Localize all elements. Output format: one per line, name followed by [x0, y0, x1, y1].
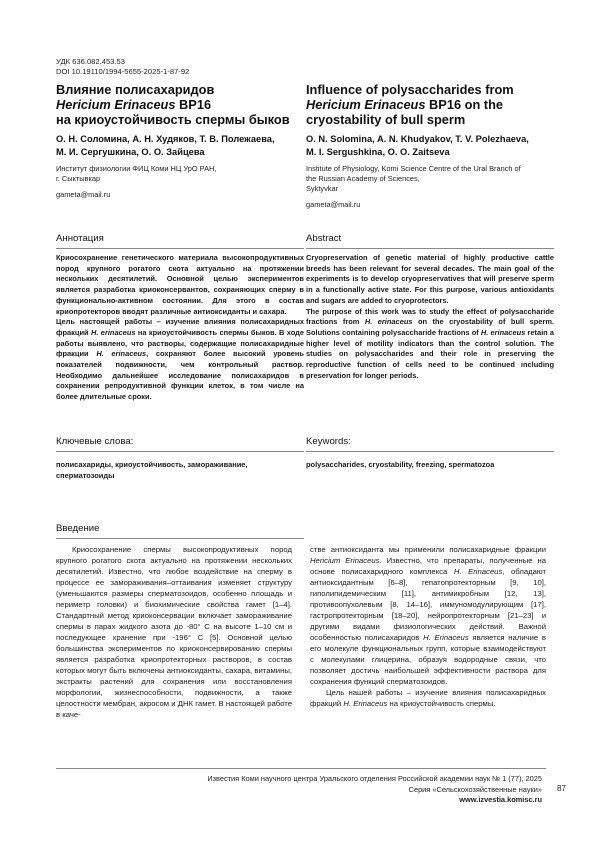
en-title-code: BP16 on the [425, 97, 504, 112]
page-footer [207, 774, 542, 806]
intro-right-p1-b: . Известно, что препараты, полученные на основе полисахаридного комплекса [310, 556, 546, 576]
en-affil-line1: Institute of Physiology, Komi Science Centre of the Ural Branch of [306, 164, 521, 173]
ru-header [56, 82, 304, 200]
en-authors-line1: O. N. Solomina, A. N. Khudyakov, T. V. Polezhaeva, [306, 134, 529, 144]
article-meta [56, 57, 189, 77]
intro-right-p1-d: является наличие в его молекуле функциональных групп, которые взаимодействуют с молекулами глицерина, образуя водородные связи, что позволяет достичь наибольшей эффективности раствора для сохранения функций сперматозоидов. [310, 633, 546, 686]
en-authors [306, 133, 554, 158]
en-abstract-text [306, 253, 554, 381]
ru-keywords-section [56, 436, 304, 481]
en-email[interactable]: gameta@mail.ru [306, 200, 361, 209]
ru-title-line3: на криоустойчивость спермы быков [56, 112, 290, 127]
ru-abstract-heading: Аннотация [56, 233, 304, 249]
intro-right-p1-c: , обладают антиоксидантным [6–8], гепатопротекторным [9, 10], гиполипидемическим [11], антимикробным [12, 13], противоопухолевым [8, 14–16], иммуномодулирующим [17], гастропротекторным [18–20], нейропротекторным [21–23] и другими видами физиологических действий. Важной особенностью полисахаридов [310, 567, 546, 642]
ru-authors-line1: О. Н. Соломина, А. Н. Худяков, Т. В. Полежаева, [56, 134, 275, 144]
intro-right-p1-a: стве антиоксиданта мы применили полисахаридные фракции [310, 545, 546, 554]
ru-abstract-p2-species2: H. erinaceus [96, 349, 147, 359]
ru-abstract-section [56, 233, 304, 403]
ru-keywords: полисахариды, криоустойчивость, замораживание, сперматозоиды [56, 460, 248, 480]
en-affil-line2: the Russian Academy of Sciences, [306, 174, 420, 183]
ru-affiliation [56, 164, 304, 184]
en-abstract-p2 [306, 307, 554, 382]
en-keywords-section [306, 436, 554, 470]
en-title-line3: cryostability of bull sperm [306, 112, 466, 127]
intro-heading-block [56, 523, 546, 539]
footer-website[interactable]: www.izvestia.komisc.ru [459, 795, 542, 804]
en-header [306, 82, 554, 210]
en-abstract-heading: Abstract [306, 233, 554, 249]
intro-right-column [310, 544, 546, 709]
ru-abstract-p2-species: H. erinaceus [91, 327, 136, 337]
ru-title-species: Hericium Erinaceus [56, 97, 176, 112]
ru-keywords-heading: Ключевые слова: [56, 436, 304, 452]
intro-right-p1-species: Hericium Erinaceus [310, 556, 380, 565]
footer-journal: Известия Коми научного центра Уральского отделения Российской академии наук № 1 (77), 2025 [207, 774, 542, 783]
en-abstract-p2-c: retain a higher level of motility indicators than the control solution. The studies on polysaccharides and their role in preserving the reproductive function of cells need to be continued including preservation for longer periods. [306, 327, 554, 380]
ru-affil-line2: г. Сыктывкар [56, 174, 101, 183]
ru-abstract-p1: Криосохранение генетического материала высокопродуктивных пород крупного рогатого скота актуально на протяжении нескольких десятилетий. Основной целью экспериментов является разработка криоконсервантов, сохраняющих сперму в функционально-активном состоянии. Для этого в состав криопротекторов вводят различные антиоксиданты и сахара. [56, 253, 304, 316]
ru-authors-line2: М. И. Сергушкина, О. О. Зайцева [56, 146, 205, 157]
intro-right-paragraph1 [310, 544, 546, 687]
footer-series: Серия «Сельскохозяйственные науки» [408, 784, 542, 794]
en-abstract-p2-a: The purpose of this work was to study the effect of polysaccharide fractions from [306, 306, 554, 327]
ru-abstract-text [56, 253, 304, 403]
ru-abstract-p2-a: Цель настоящей работы – изучение влияния полисахаридных фракций [56, 317, 304, 337]
en-keywords-heading: Keywords: [306, 436, 554, 452]
ru-authors [56, 133, 304, 158]
en-abstract-p2-species: H. erinaceus [364, 317, 413, 327]
en-title-species: Hericium Erinaceus [306, 97, 426, 112]
intro-right-p2-a: Цель нашей работы – изучение влияния полисахаридных фракций [310, 688, 546, 708]
ru-email[interactable]: gameta@mail.ru [56, 190, 111, 199]
intro-right-p2-b: на криоустойчивость спермы. [387, 699, 496, 708]
en-affil-line3: Syktyvkar [306, 184, 339, 193]
doi: DOI 10.19110/1994-5655-2025-1-87-92 [56, 67, 190, 76]
ru-abstract-p2-b: на криоустойчивость спермы быков. В ходе работы выявлено, что растворы, содержащие полисахаридные фракции [56, 327, 305, 359]
ru-title-code: BP16 [175, 97, 212, 112]
ru-title [56, 82, 304, 127]
en-abstract-p2-species2: H. erinaceus [480, 327, 526, 337]
en-affiliation [306, 164, 554, 194]
en-abstract-p1: Cryopreservation of genetic material of highly productive cattle breeds has been relevant for several decades. The main goal of the experiments is to develop cryopreservatives that will preserve sperm in a functionally active state. For this purpose, various antioxidants and sugars are added to cryoprotectors. [306, 253, 554, 305]
ru-abstract-p2 [56, 317, 304, 403]
intro-right-p2-species: H. Erinaceus [343, 699, 388, 708]
intro-right-p1-species2: H. Erinaceus [453, 567, 503, 576]
ru-affil-line1: Институт физиологии ФИЦ Коми НЦ УрО РАН, [56, 164, 217, 173]
intro-heading: Введение [56, 523, 304, 539]
en-authors-line2: M. I. Sergushkina, O. O. Zaitseva [306, 146, 450, 157]
ru-title-line1: Влияние полисахаридов [56, 82, 215, 97]
en-abstract-p2-b: on the cryostability of bull sperm. Solutions containing polysaccharide fractions of [306, 317, 554, 337]
udc-code: УДК 636.082.453.53 [56, 57, 125, 66]
intro-right-p1-species3: H. Erinaceus [423, 633, 469, 642]
en-keywords: polysaccharides, cryostability, freezing, spermatozoa [306, 460, 495, 469]
intro-left-paragraph: Криосохранение спермы высокопродуктивных пород крупного рогатого скота актуально на протяжении нескольких десятилетий. Известно, что любое воздействие на сперму в процессе ее замораживания–оттаивания изменяет структуру (уменьшаются размеры сперматозоидов, особенно площадь и периметр головки) и биохимические свойства гамет [1–4]. Стандартный метод криоконсервации включает замораживание спермы в парах жидкого азота до -80° С на высоте 1–10 см и последующее хранение при -196° С [5]. Основной целью большинства экспериментов по криоконсервированию спермы является разработка криопротекторных растворов, в состав которых могут быть включены антиоксиданты, сахара, витамины, экстракты растений для сохранения или восстановления морфологии, жизнеспособности, подвижности, а также целостности мембран, акросом и ДНК гамет. В настоящей работе в каче- [56, 545, 292, 719]
intro-right-paragraph2 [310, 687, 546, 709]
en-title-line1: Influence of polysaccharides from [306, 82, 514, 97]
intro-left-column [56, 544, 292, 720]
en-title [306, 82, 554, 127]
footer-divider [56, 768, 546, 769]
ru-abstract-p2-c: , сохраняют более высокий уровень показателей подвижности, чем контрольный раствор. Необходимо дальнейшее исследование полисахаридов в сохранении репродуктивной функции клеток, в том числе на более длительные сроки. [56, 349, 304, 402]
page-number: 87 [557, 784, 566, 793]
en-abstract-section [306, 233, 554, 381]
